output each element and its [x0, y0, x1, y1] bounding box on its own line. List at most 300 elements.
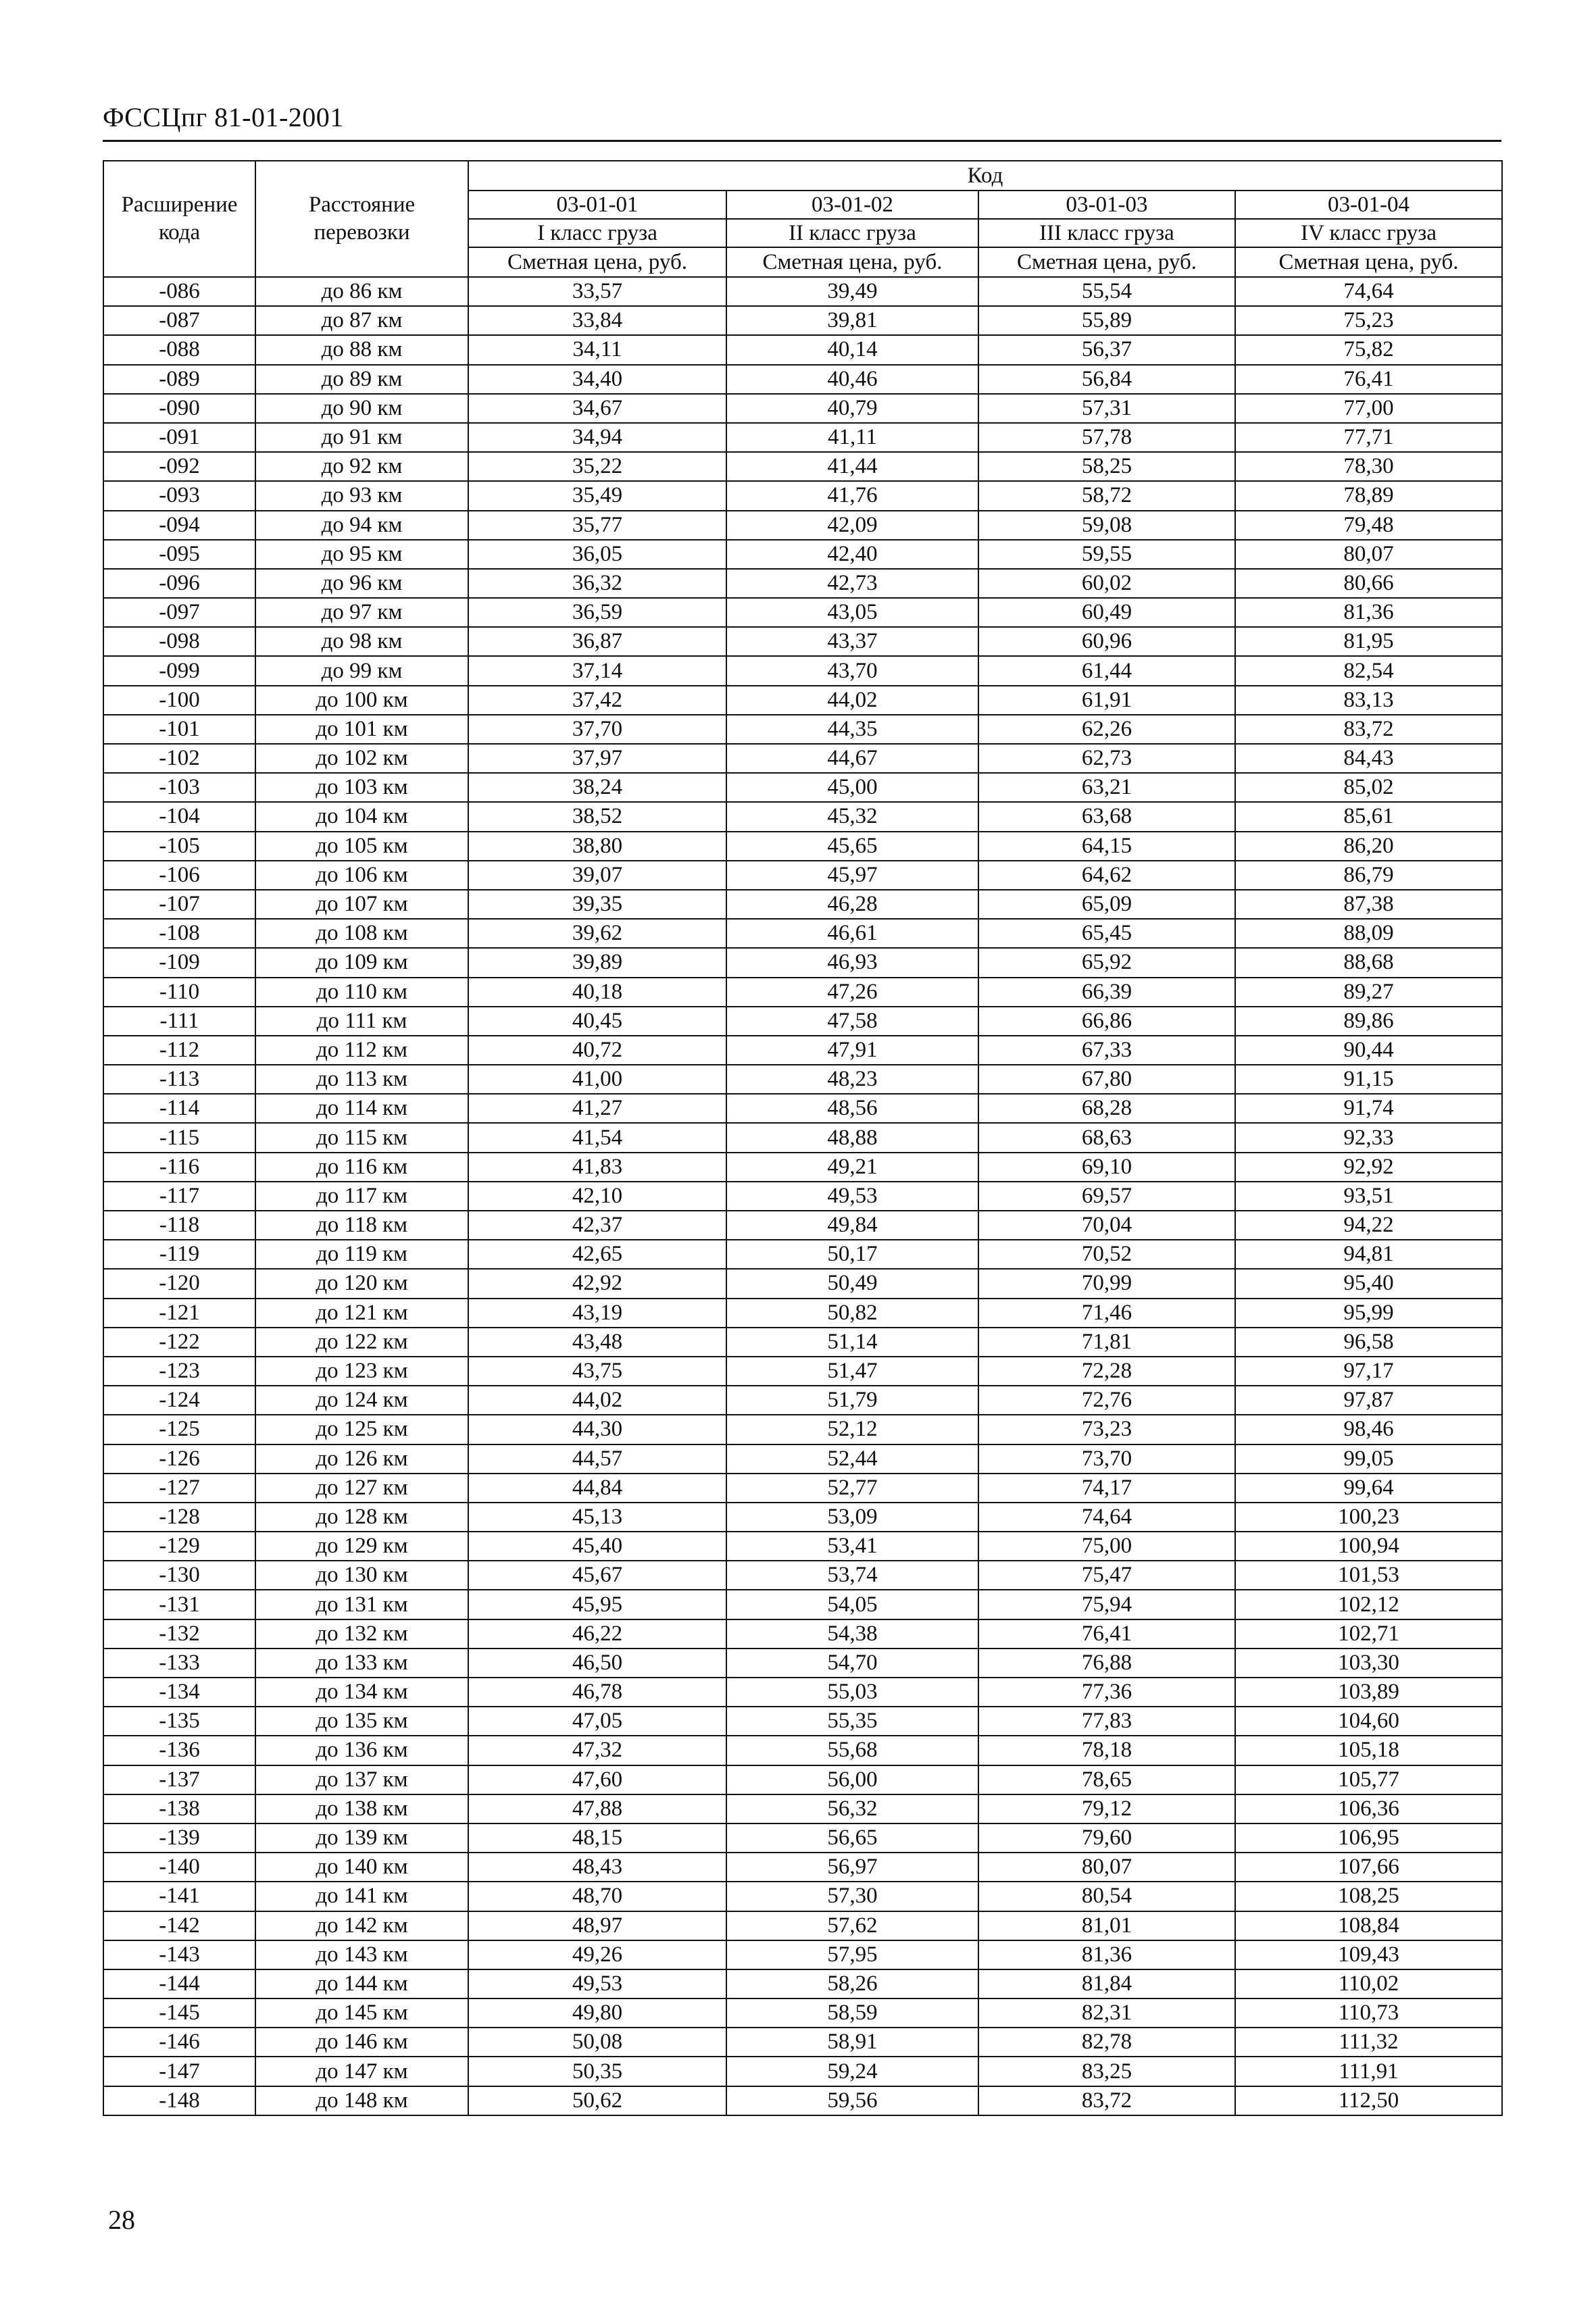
- table-row: [103, 1823, 1502, 1853]
- price-class-1-cell: 35,77: [468, 511, 726, 540]
- table-row: [103, 452, 1502, 481]
- price-class-2-cell: 53,41: [726, 1532, 978, 1561]
- price-class-3-cell: 73,70: [978, 1444, 1235, 1474]
- price-class-1-cell: 39,89: [468, 948, 726, 977]
- price-class-2-cell: 54,38: [726, 1619, 978, 1649]
- price-class-3-cell: 60,49: [978, 598, 1235, 627]
- distance-cell: до 132 км: [255, 1619, 468, 1649]
- price-class-2-cell: 54,05: [726, 1590, 978, 1619]
- document-header: ФССЦпг 81-01-2001: [103, 102, 344, 132]
- price-class-3-cell: 59,08: [978, 511, 1235, 540]
- price-class-3-cell: 70,99: [978, 1269, 1235, 1298]
- price-class-4-cell: 103,30: [1235, 1649, 1502, 1678]
- table-row: [103, 832, 1502, 861]
- price-class-2-cell: 40,14: [726, 335, 978, 364]
- code-group-header: Код: [468, 161, 1502, 191]
- price-class-2-cell: 58,91: [726, 2028, 978, 2057]
- table-row: [103, 1474, 1502, 1503]
- distance-cell: до 142 км: [255, 1911, 468, 1940]
- price-class-3-cell: 80,07: [978, 1853, 1235, 1882]
- price-class-2-cell: 44,35: [726, 715, 978, 744]
- price-class-1-cell: 43,19: [468, 1299, 726, 1328]
- price-class-4-cell: 92,92: [1235, 1153, 1502, 1182]
- table-row: [103, 569, 1502, 598]
- price-class-3-cell: 55,89: [978, 306, 1235, 335]
- distance-cell: до 112 км: [255, 1036, 468, 1065]
- price-class-2-cell: 43,37: [726, 627, 978, 656]
- table-row: [103, 919, 1502, 948]
- table-row: [103, 1998, 1502, 2028]
- price-class-2-cell: 56,32: [726, 1794, 978, 1823]
- price-class-4-cell: 100,94: [1235, 1532, 1502, 1561]
- price-class-4-cell: 80,66: [1235, 569, 1502, 598]
- distance-cell: до 99 км: [255, 656, 468, 685]
- cargo-class-header: IV класс груза: [1235, 219, 1502, 247]
- price-class-4-cell: 108,25: [1235, 1882, 1502, 1911]
- distance-cell: до 119 км: [255, 1240, 468, 1269]
- code-extension-cell: -145: [103, 1998, 255, 2028]
- price-class-1-cell: 38,52: [468, 802, 726, 831]
- table-row: [103, 1532, 1502, 1561]
- price-class-4-cell: 85,61: [1235, 802, 1502, 831]
- price-class-4-cell: 95,99: [1235, 1299, 1502, 1328]
- price-class-4-cell: 81,36: [1235, 598, 1502, 627]
- cargo-class-header: II класс груза: [726, 219, 978, 247]
- price-class-2-cell: 57,62: [726, 1911, 978, 1940]
- price-class-2-cell: 47,58: [726, 1007, 978, 1036]
- distance-cell: до 111 км: [255, 1007, 468, 1036]
- code-extension-cell: -126: [103, 1444, 255, 1474]
- price-class-1-cell: 43,48: [468, 1328, 726, 1357]
- distance-cell: до 117 км: [255, 1182, 468, 1211]
- code-extension-cell: -148: [103, 2086, 255, 2115]
- price-class-4-cell: 93,51: [1235, 1182, 1502, 1211]
- price-class-1-cell: 33,57: [468, 277, 726, 306]
- distance-cell: до 140 км: [255, 1853, 468, 1882]
- price-class-2-cell: 49,21: [726, 1153, 978, 1182]
- distance-cell: до 126 км: [255, 1444, 468, 1474]
- price-class-1-cell: 34,67: [468, 394, 726, 423]
- price-class-3-cell: 58,25: [978, 452, 1235, 481]
- table-header: [103, 161, 1502, 277]
- table-row: [103, 1649, 1502, 1678]
- price-class-2-cell: 41,76: [726, 481, 978, 510]
- price-class-1-cell: 45,40: [468, 1532, 726, 1561]
- distance-cell: до 88 км: [255, 335, 468, 364]
- price-class-4-cell: 105,77: [1235, 1765, 1502, 1794]
- table-row: [103, 1299, 1502, 1328]
- price-class-1-cell: 45,95: [468, 1590, 726, 1619]
- distance-cell: до 148 км: [255, 2086, 468, 2115]
- distance-cell: до 118 км: [255, 1211, 468, 1240]
- price-class-2-cell: 53,09: [726, 1503, 978, 1532]
- price-class-2-cell: 48,23: [726, 1065, 978, 1094]
- cargo-class-header: III класс груза: [978, 219, 1235, 247]
- price-class-2-cell: 46,93: [726, 948, 978, 977]
- code-extension-cell: -105: [103, 832, 255, 861]
- price-class-3-cell: 70,04: [978, 1211, 1235, 1240]
- price-class-4-cell: 91,74: [1235, 1094, 1502, 1123]
- price-class-4-cell: 97,17: [1235, 1357, 1502, 1386]
- distance-cell: до 138 км: [255, 1794, 468, 1823]
- price-class-2-cell: 49,84: [726, 1211, 978, 1240]
- price-class-3-cell: 80,54: [978, 1882, 1235, 1911]
- distance-cell: до 104 км: [255, 802, 468, 831]
- price-class-3-cell: 79,60: [978, 1823, 1235, 1853]
- price-class-3-cell: 67,80: [978, 1065, 1235, 1094]
- price-class-3-cell: 74,17: [978, 1474, 1235, 1503]
- distance-cell: до 92 км: [255, 452, 468, 481]
- code-header: 03-01-01: [468, 191, 726, 219]
- price-class-2-cell: 58,26: [726, 1969, 978, 1998]
- code-extension-cell: -118: [103, 1211, 255, 1240]
- price-class-4-cell: 102,12: [1235, 1590, 1502, 1619]
- price-class-1-cell: 46,78: [468, 1678, 726, 1707]
- price-class-2-cell: 55,03: [726, 1678, 978, 1707]
- distance-cell: до 90 км: [255, 394, 468, 423]
- price-class-2-cell: 45,00: [726, 773, 978, 802]
- price-class-1-cell: 40,72: [468, 1036, 726, 1065]
- price-class-2-cell: 55,68: [726, 1736, 978, 1765]
- table-row: [103, 715, 1502, 744]
- price-class-1-cell: 45,67: [468, 1561, 726, 1590]
- price-class-4-cell: 79,48: [1235, 511, 1502, 540]
- price-class-1-cell: 40,18: [468, 978, 726, 1007]
- price-class-2-cell: 56,97: [726, 1853, 978, 1882]
- price-class-2-cell: 42,09: [726, 511, 978, 540]
- price-class-2-cell: 45,32: [726, 802, 978, 831]
- code-extension-cell: -136: [103, 1736, 255, 1765]
- price-class-2-cell: 43,05: [726, 598, 978, 627]
- code-extension-cell: -140: [103, 1853, 255, 1882]
- price-class-2-cell: 44,02: [726, 686, 978, 715]
- price-class-1-cell: 34,40: [468, 365, 726, 394]
- distance-cell: до 103 км: [255, 773, 468, 802]
- price-class-1-cell: 36,59: [468, 598, 726, 627]
- code-extension-cell: -120: [103, 1269, 255, 1298]
- distance-cell: до 100 км: [255, 686, 468, 715]
- code-extension-cell: -099: [103, 656, 255, 685]
- price-unit-header: Сметная цена, руб.: [726, 247, 978, 277]
- price-unit-header: Сметная цена, руб.: [978, 247, 1235, 277]
- table-row: [103, 1328, 1502, 1357]
- price-class-3-cell: 70,52: [978, 1240, 1235, 1269]
- price-class-2-cell: 51,47: [726, 1357, 978, 1386]
- price-class-1-cell: 45,13: [468, 1503, 726, 1532]
- price-class-3-cell: 65,45: [978, 919, 1235, 948]
- price-class-4-cell: 84,43: [1235, 744, 1502, 773]
- table-row: [103, 627, 1502, 656]
- price-class-3-cell: 61,91: [978, 686, 1235, 715]
- price-class-1-cell: 42,92: [468, 1269, 726, 1298]
- table-row: [103, 1182, 1502, 1211]
- price-class-4-cell: 99,05: [1235, 1444, 1502, 1474]
- price-class-3-cell: 66,86: [978, 1007, 1235, 1036]
- price-class-3-cell: 71,46: [978, 1299, 1235, 1328]
- table-row: [103, 773, 1502, 802]
- price-table: [103, 160, 1503, 2116]
- distance-cell: до 108 км: [255, 919, 468, 948]
- code-extension-cell: -103: [103, 773, 255, 802]
- code-extension-cell: -123: [103, 1357, 255, 1386]
- price-class-2-cell: 52,44: [726, 1444, 978, 1474]
- table-row: [103, 1765, 1502, 1794]
- code-extension-cell: -092: [103, 452, 255, 481]
- table-row: [103, 1911, 1502, 1940]
- price-class-4-cell: 78,30: [1235, 452, 1502, 481]
- distance-cell: до 134 км: [255, 1678, 468, 1707]
- code-header: 03-01-03: [978, 191, 1235, 219]
- table-row: [103, 335, 1502, 364]
- price-class-4-cell: 103,89: [1235, 1678, 1502, 1707]
- code-extension-cell: -113: [103, 1065, 255, 1094]
- table-row: [103, 306, 1502, 335]
- price-class-1-cell: 36,32: [468, 569, 726, 598]
- table-row: [103, 1415, 1502, 1444]
- price-class-1-cell: 44,30: [468, 1415, 726, 1444]
- code-extension-cell: -117: [103, 1182, 255, 1211]
- price-class-4-cell: 106,95: [1235, 1823, 1502, 1853]
- code-header: 03-01-02: [726, 191, 978, 219]
- price-class-3-cell: 72,28: [978, 1357, 1235, 1386]
- price-class-3-cell: 81,01: [978, 1911, 1235, 1940]
- price-class-3-cell: 73,23: [978, 1415, 1235, 1444]
- price-class-4-cell: 96,58: [1235, 1328, 1502, 1357]
- table-row: [103, 1882, 1502, 1911]
- code-extension-cell: -111: [103, 1007, 255, 1036]
- distance-cell: до 141 км: [255, 1882, 468, 1911]
- table-row: [103, 1357, 1502, 1386]
- distance-cell: до 131 км: [255, 1590, 468, 1619]
- table-row: [103, 1678, 1502, 1707]
- price-class-2-cell: 47,26: [726, 978, 978, 1007]
- price-class-3-cell: 59,55: [978, 540, 1235, 569]
- price-class-3-cell: 69,10: [978, 1153, 1235, 1182]
- table-body: [103, 277, 1502, 2115]
- price-class-1-cell: 39,62: [468, 919, 726, 948]
- price-class-4-cell: 110,73: [1235, 1998, 1502, 2028]
- price-class-1-cell: 44,57: [468, 1444, 726, 1474]
- price-class-4-cell: 77,00: [1235, 394, 1502, 423]
- price-class-4-cell: 87,38: [1235, 890, 1502, 919]
- header-rule: [103, 140, 1501, 142]
- table-row: [103, 1269, 1502, 1298]
- code-extension-cell: -096: [103, 569, 255, 598]
- price-class-4-cell: 75,23: [1235, 306, 1502, 335]
- table-row: [103, 2086, 1502, 2115]
- price-class-4-cell: 76,41: [1235, 365, 1502, 394]
- price-class-4-cell: 94,81: [1235, 1240, 1502, 1269]
- distance-cell: до 147 км: [255, 2057, 468, 2086]
- price-class-3-cell: 65,92: [978, 948, 1235, 977]
- price-class-1-cell: 50,08: [468, 2028, 726, 2057]
- distance-cell: до 109 км: [255, 948, 468, 977]
- distance-cell: до 105 км: [255, 832, 468, 861]
- price-class-2-cell: 39,81: [726, 306, 978, 335]
- price-class-3-cell: 78,65: [978, 1765, 1235, 1794]
- code-extension-cell: -109: [103, 948, 255, 977]
- price-class-4-cell: 97,87: [1235, 1386, 1502, 1415]
- price-class-1-cell: 39,07: [468, 861, 726, 890]
- price-class-3-cell: 57,31: [978, 394, 1235, 423]
- table-row: [103, 1561, 1502, 1590]
- distance-cell: до 120 км: [255, 1269, 468, 1298]
- price-class-2-cell: 54,70: [726, 1649, 978, 1678]
- table-row: [103, 978, 1502, 1007]
- distance-cell: до 123 км: [255, 1357, 468, 1386]
- distance-cell: до 121 км: [255, 1299, 468, 1328]
- price-class-4-cell: 81,95: [1235, 627, 1502, 656]
- col-header-distance-line2: перевозки: [314, 220, 410, 245]
- table-row: [103, 948, 1502, 977]
- table-row: [103, 2028, 1502, 2057]
- code-extension-cell: -100: [103, 686, 255, 715]
- price-class-2-cell: 42,73: [726, 569, 978, 598]
- price-class-2-cell: 59,56: [726, 2086, 978, 2115]
- price-class-1-cell: 43,75: [468, 1357, 726, 1386]
- table-row: [103, 1211, 1502, 1240]
- table-row: [103, 365, 1502, 394]
- price-class-2-cell: 40,79: [726, 394, 978, 423]
- price-class-3-cell: 60,96: [978, 627, 1235, 656]
- code-extension-cell: -090: [103, 394, 255, 423]
- price-class-4-cell: 90,44: [1235, 1036, 1502, 1065]
- table-row: [103, 1386, 1502, 1415]
- price-class-3-cell: 72,76: [978, 1386, 1235, 1415]
- code-extension-cell: -115: [103, 1123, 255, 1152]
- price-class-4-cell: 106,36: [1235, 1794, 1502, 1823]
- code-extension-cell: -107: [103, 890, 255, 919]
- price-class-1-cell: 34,11: [468, 335, 726, 364]
- price-class-4-cell: 89,86: [1235, 1007, 1502, 1036]
- price-class-4-cell: 88,09: [1235, 919, 1502, 948]
- price-class-2-cell: 59,24: [726, 2057, 978, 2086]
- price-class-2-cell: 52,12: [726, 1415, 978, 1444]
- col-header-extension-line1: Расширение: [121, 192, 238, 217]
- price-class-3-cell: 65,09: [978, 890, 1235, 919]
- price-class-1-cell: 34,94: [468, 423, 726, 452]
- code-header: 03-01-04: [1235, 191, 1502, 219]
- table-row: [103, 1094, 1502, 1123]
- table-row: [103, 802, 1502, 831]
- price-class-3-cell: 83,25: [978, 2057, 1235, 2086]
- price-class-1-cell: 42,65: [468, 1240, 726, 1269]
- price-class-1-cell: 37,97: [468, 744, 726, 773]
- price-class-1-cell: 40,45: [468, 1007, 726, 1036]
- distance-cell: до 124 км: [255, 1386, 468, 1415]
- price-class-4-cell: 80,07: [1235, 540, 1502, 569]
- distance-cell: до 122 км: [255, 1328, 468, 1357]
- code-extension-cell: -106: [103, 861, 255, 890]
- price-class-1-cell: 48,97: [468, 1911, 726, 1940]
- code-extension-cell: -138: [103, 1794, 255, 1823]
- code-extension-cell: -119: [103, 1240, 255, 1269]
- code-extension-cell: -133: [103, 1649, 255, 1678]
- price-class-2-cell: 56,00: [726, 1765, 978, 1794]
- price-class-3-cell: 75,47: [978, 1561, 1235, 1590]
- price-class-4-cell: 104,60: [1235, 1707, 1502, 1736]
- price-class-3-cell: 62,26: [978, 715, 1235, 744]
- price-class-3-cell: 55,54: [978, 277, 1235, 306]
- price-class-2-cell: 39,49: [726, 277, 978, 306]
- distance-cell: до 114 км: [255, 1094, 468, 1123]
- price-class-1-cell: 39,35: [468, 890, 726, 919]
- price-class-3-cell: 66,39: [978, 978, 1235, 1007]
- distance-cell: до 94 км: [255, 511, 468, 540]
- code-extension-cell: -104: [103, 802, 255, 831]
- code-extension-cell: -108: [103, 919, 255, 948]
- price-class-1-cell: 37,42: [468, 686, 726, 715]
- price-class-4-cell: 100,23: [1235, 1503, 1502, 1532]
- price-class-2-cell: 46,61: [726, 919, 978, 948]
- table-row: [103, 861, 1502, 890]
- code-extension-cell: -125: [103, 1415, 255, 1444]
- price-class-2-cell: 55,35: [726, 1707, 978, 1736]
- distance-cell: до 95 км: [255, 540, 468, 569]
- price-class-1-cell: 46,50: [468, 1649, 726, 1678]
- price-class-2-cell: 57,30: [726, 1882, 978, 1911]
- price-class-3-cell: 56,84: [978, 365, 1235, 394]
- table-row: [103, 1590, 1502, 1619]
- distance-cell: до 143 км: [255, 1940, 468, 1969]
- table-row: [103, 1794, 1502, 1823]
- price-class-1-cell: 36,87: [468, 627, 726, 656]
- price-class-1-cell: 49,80: [468, 1998, 726, 2028]
- price-class-2-cell: 50,82: [726, 1299, 978, 1328]
- price-class-4-cell: 111,91: [1235, 2057, 1502, 2086]
- price-class-1-cell: 47,60: [468, 1765, 726, 1794]
- price-class-4-cell: 95,40: [1235, 1269, 1502, 1298]
- code-extension-cell: -144: [103, 1969, 255, 1998]
- distance-cell: до 107 км: [255, 890, 468, 919]
- price-class-4-cell: 86,79: [1235, 861, 1502, 890]
- price-class-3-cell: 62,73: [978, 744, 1235, 773]
- table-row: [103, 1153, 1502, 1182]
- code-extension-cell: -147: [103, 2057, 255, 2086]
- price-class-1-cell: 41,54: [468, 1123, 726, 1152]
- price-class-2-cell: 51,79: [726, 1386, 978, 1415]
- price-class-2-cell: 45,97: [726, 861, 978, 890]
- price-class-1-cell: 50,35: [468, 2057, 726, 2086]
- code-extension-cell: -097: [103, 598, 255, 627]
- price-class-4-cell: 83,13: [1235, 686, 1502, 715]
- code-extension-cell: -095: [103, 540, 255, 569]
- price-class-4-cell: 85,02: [1235, 773, 1502, 802]
- table-row: [103, 598, 1502, 627]
- price-class-1-cell: 41,00: [468, 1065, 726, 1094]
- distance-cell: до 145 км: [255, 1998, 468, 2028]
- price-class-4-cell: 94,22: [1235, 1211, 1502, 1240]
- price-class-4-cell: 78,89: [1235, 481, 1502, 510]
- price-class-3-cell: 67,33: [978, 1036, 1235, 1065]
- price-class-3-cell: 68,28: [978, 1094, 1235, 1123]
- price-class-2-cell: 51,14: [726, 1328, 978, 1357]
- price-class-2-cell: 42,40: [726, 540, 978, 569]
- price-class-4-cell: 102,71: [1235, 1619, 1502, 1649]
- price-class-4-cell: 108,84: [1235, 1911, 1502, 1940]
- price-class-1-cell: 44,02: [468, 1386, 726, 1415]
- distance-cell: до 102 км: [255, 744, 468, 773]
- price-class-1-cell: 33,84: [468, 306, 726, 335]
- price-class-2-cell: 58,59: [726, 1998, 978, 2028]
- price-class-2-cell: 40,46: [726, 365, 978, 394]
- price-class-4-cell: 86,20: [1235, 832, 1502, 861]
- price-class-3-cell: 77,36: [978, 1678, 1235, 1707]
- col-header-distance-line1: Расстояние: [308, 192, 416, 217]
- price-class-3-cell: 63,21: [978, 773, 1235, 802]
- code-extension-cell: -089: [103, 365, 255, 394]
- price-class-3-cell: 75,94: [978, 1590, 1235, 1619]
